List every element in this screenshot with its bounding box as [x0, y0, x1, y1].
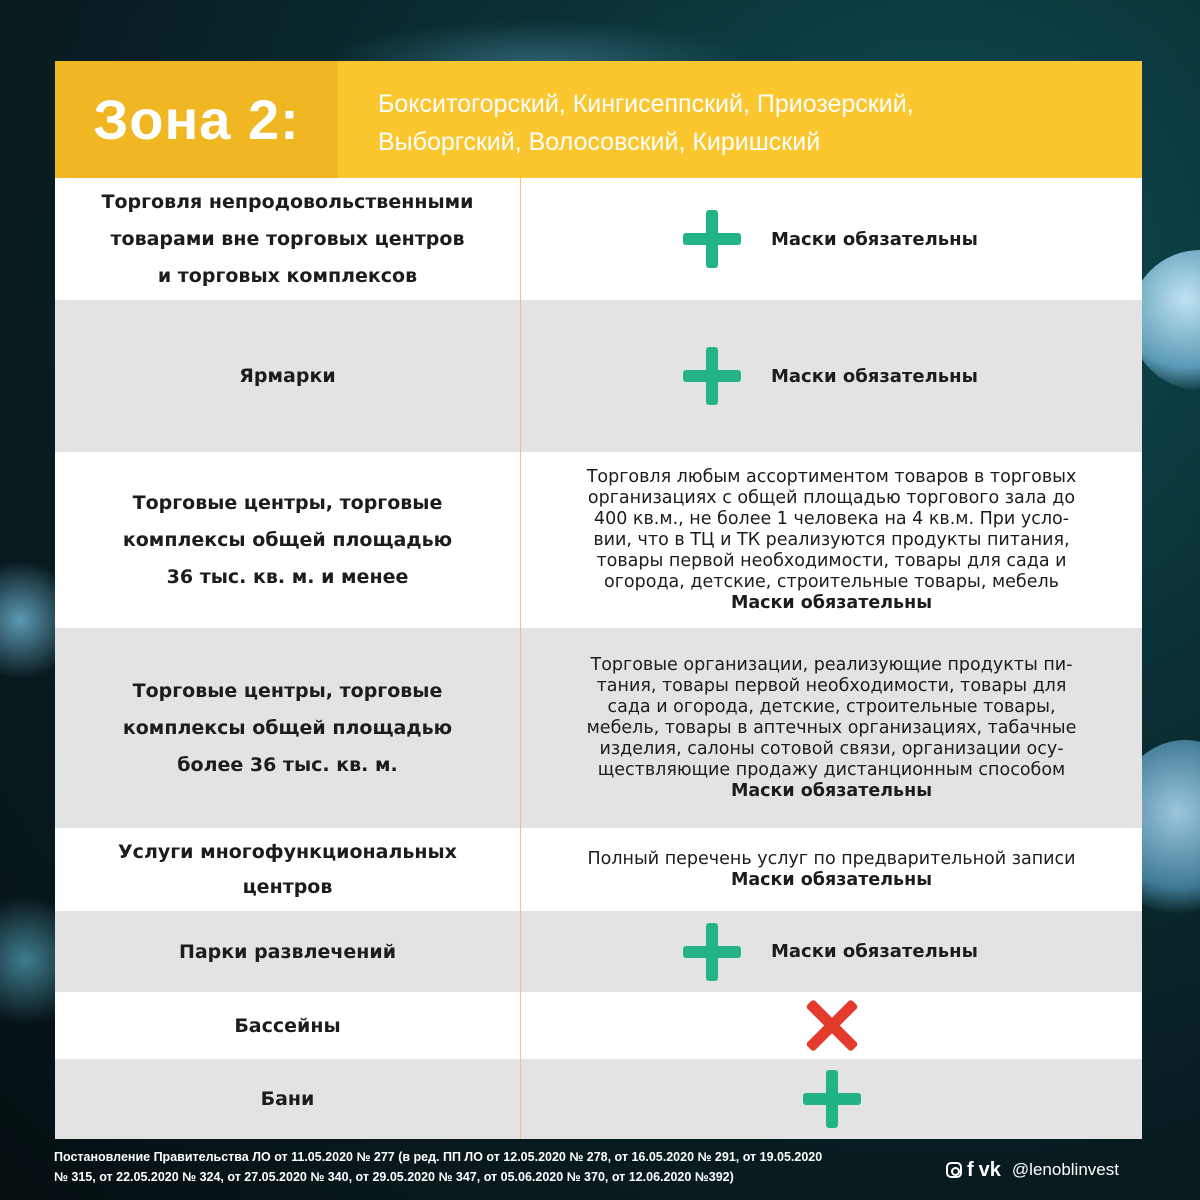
- category-label: Услуги многофункциональных центров: [118, 840, 457, 898]
- description-cell: [521, 452, 1142, 628]
- zone-title-block: [55, 61, 338, 178]
- category-cell: [55, 911, 520, 992]
- description-text: Полный перечень услуг по предварительной записи Маски обязательны: [587, 848, 1076, 890]
- zone-header: [55, 61, 1142, 178]
- category-label: Торговля непродовольственными товарами вне торговых центров и торговых комплексов: [101, 190, 474, 287]
- mask-note: Маски обязательны: [771, 941, 978, 962]
- mask-note: Маски обязательны: [730, 869, 933, 890]
- category-label: Торговые центры, торговые комплексы общей площадью 36 тыс. кв. м. и менее: [122, 491, 453, 588]
- social-links: [946, 1160, 1119, 1180]
- facebook-icon[interactable]: f: [967, 1159, 974, 1181]
- table-row: [55, 1059, 1142, 1139]
- districts-line: Бокситогорский, Кингисеппский, Приозерский,: [378, 90, 914, 118]
- status-cell: [521, 300, 1142, 452]
- plus-icon: [683, 347, 741, 405]
- description-text: Торговые организации, реализующие продукты пи- тания, товары первой необходимости, товары для сада и огорода, детские, строительные товары, мебель, товары в аптечных организациях, табачные изделия, салоны сотовой связи, организации осу- ществляющие продажу дистанционным способом Маски обязательны: [586, 654, 1077, 801]
- category-cell: [55, 452, 520, 628]
- status-cell: [521, 1059, 1142, 1139]
- cross-icon: [807, 1001, 857, 1051]
- category-label: Торговые центры, торговые комплексы общей площадью более 36 тыс. кв. м.: [122, 679, 453, 776]
- table-row: [55, 828, 1142, 911]
- legal-footnote: Постановление Правительства ЛО от 11.05.2020 № 277 (в ред. ПП ЛО от 12.05.2020 № 278, от 16.05.2020 № 291, от 19.05.2020 № 315, от 22.05.2020 № 324, от 27.05.2020 № 340, от 29.05.2020 № 347, от 05.06.2020 № 370, от 12.06.2020 №392): [54, 1150, 823, 1184]
- category-label: Бани: [260, 1088, 315, 1110]
- vk-icon[interactable]: vk: [978, 1159, 1001, 1181]
- category-label: Парки развлечений: [178, 940, 397, 963]
- districts-line: Выборгский, Волосовский, Киришский: [378, 128, 821, 156]
- zone-districts: [378, 85, 1118, 161]
- instagram-icon[interactable]: [946, 1162, 962, 1178]
- status-cell: [521, 911, 1142, 992]
- table-row: [55, 178, 1142, 300]
- mask-note: Маски обязательны: [771, 228, 978, 250]
- table-row: [55, 911, 1142, 992]
- table-row: [55, 452, 1142, 628]
- category-cell: [55, 992, 520, 1059]
- restrictions-table-card: [55, 61, 1142, 1139]
- column-divider: [520, 178, 521, 1139]
- table-row: [55, 992, 1142, 1059]
- category-cell: [55, 178, 520, 300]
- status-cell: [521, 992, 1142, 1059]
- category-cell: [55, 1059, 520, 1139]
- category-label: Ярмарки: [239, 365, 336, 387]
- social-handle[interactable]: @lenoblinvest: [1011, 1160, 1119, 1179]
- zone-title: Зона 2:: [93, 88, 300, 151]
- mask-note: Маски обязательны: [730, 592, 933, 613]
- description-cell: [521, 828, 1142, 911]
- mask-note: Маски обязательны: [730, 780, 933, 801]
- category-cell: [55, 828, 520, 911]
- table-row: [55, 628, 1142, 828]
- category-cell: [55, 628, 520, 828]
- table-row: [55, 300, 1142, 452]
- status-cell: [521, 178, 1142, 300]
- plus-icon: [803, 1070, 861, 1128]
- description-text: Торговля любым ассортиментом товаров в торговых организациях с общей площадью торгового зала до 400 кв.м., не более 1 человека на 4 кв.м. При усло- вии, что в ТЦ и ТК реализуются продукты питания, товары первой необходимости, товары для сада и огорода, детские, строительные товары, мебель Маски обязательны: [586, 466, 1077, 613]
- description-cell: [521, 628, 1142, 828]
- category-cell: [55, 300, 520, 452]
- plus-icon: [683, 210, 741, 268]
- category-label: Бассейны: [234, 1014, 341, 1037]
- plus-icon: [683, 923, 741, 981]
- mask-note: Маски обязательны: [771, 365, 978, 387]
